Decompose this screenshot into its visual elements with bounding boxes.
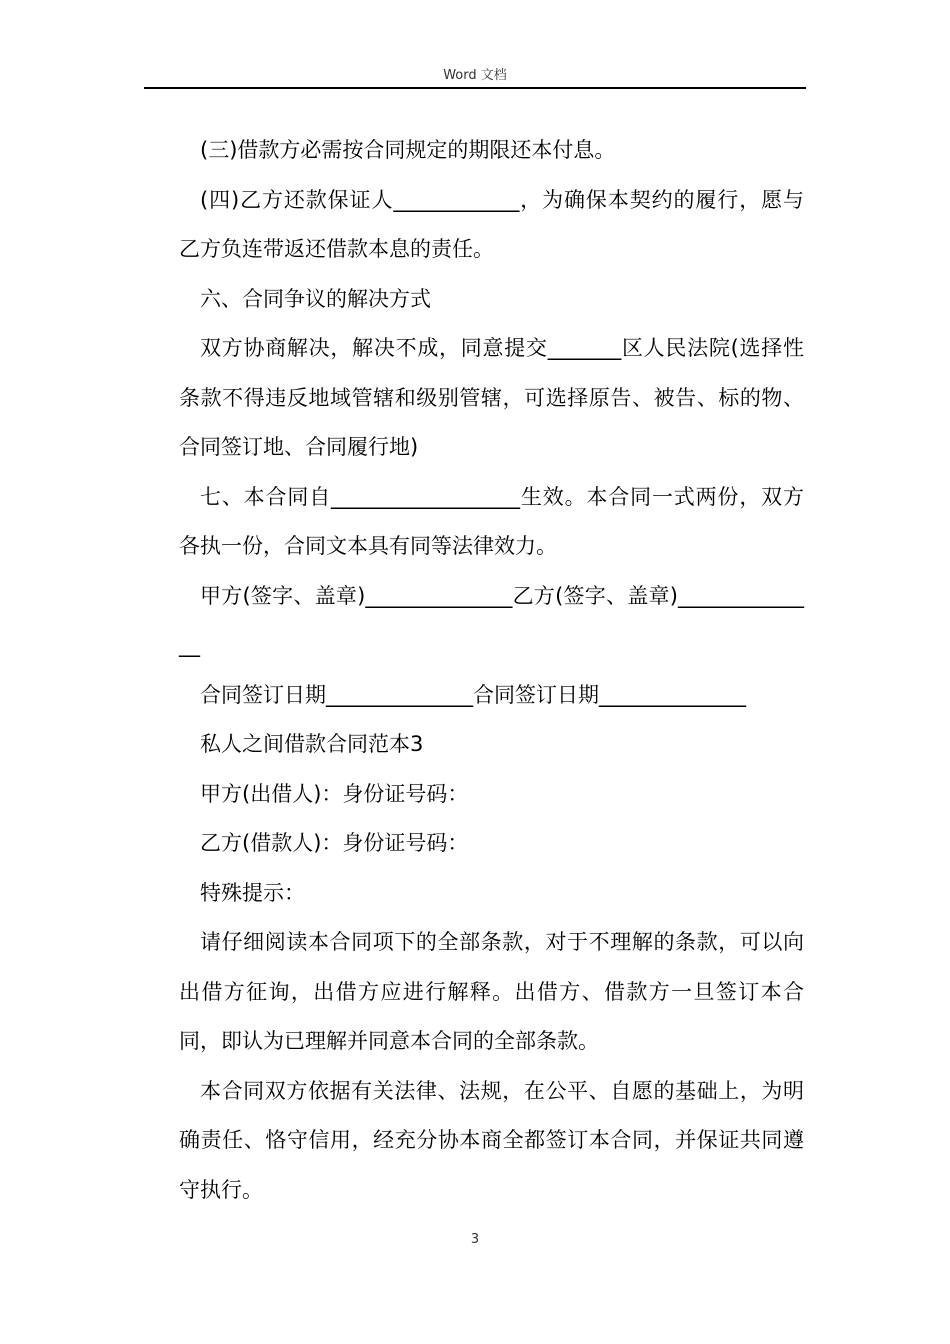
signature-line: 甲方(签字、盖章)______________乙方(签字、盖章)______________ (179, 583, 804, 657)
document-header-title: Word 文档 (443, 68, 507, 83)
signing-date-line: 合同签订日期______________合同签订日期______________ (200, 682, 746, 707)
section-heading-dispute-resolution: 六、合同争议的解决方式 (200, 286, 431, 311)
paragraph-dispute-resolution: 双方协商解决，解决不成，同意提交_______区人民法院(选择性条款不得违反地域管辖和级别管辖，可选择原告、被告、标的物、合同签订地、合同履行地) (179, 336, 804, 459)
party-a-line: 甲方(出借人)：身份证号码： (200, 781, 469, 806)
template-title: 私人之间借款合同范本3 (200, 732, 424, 756)
paragraph-special-notice: 请仔细阅读本合同项下的全部条款，对于不理解的条款，可以向出借方征询，出借方应进行解释。出借方、借款方一旦签订本合同，即认为已理解并同意本合同的全部条款。 (179, 930, 804, 1053)
special-notice-heading: 特殊提示： (200, 880, 305, 905)
paragraph-agreement-basis: 本合同双方依据有关法律、法规，在公平、自愿的基础上，为明确责任、恪守信用，经充分协本商全都签订本合同，并保证共同遵守执行。 (179, 1078, 804, 1202)
page-number: 3 (470, 1232, 480, 1247)
paragraph-guarantor: (四)乙方还款保证人____________，为确保本契约的履行，愿与乙方负连带返还借款本息的责任。 (179, 187, 804, 261)
paragraph-repayment-obligation: (三)借款方必需按合同规定的期限还本付息。 (200, 138, 616, 162)
document-body (179, 126, 804, 1215)
header-divider (144, 87, 806, 89)
party-b-line: 乙方(借款人)：身份证号码： (200, 831, 469, 855)
paragraph-effective-date: 七、本合同自__________________生效。本合同一式两份，双方各执一份，合同文本具有同等法律效力。 (179, 484, 804, 558)
